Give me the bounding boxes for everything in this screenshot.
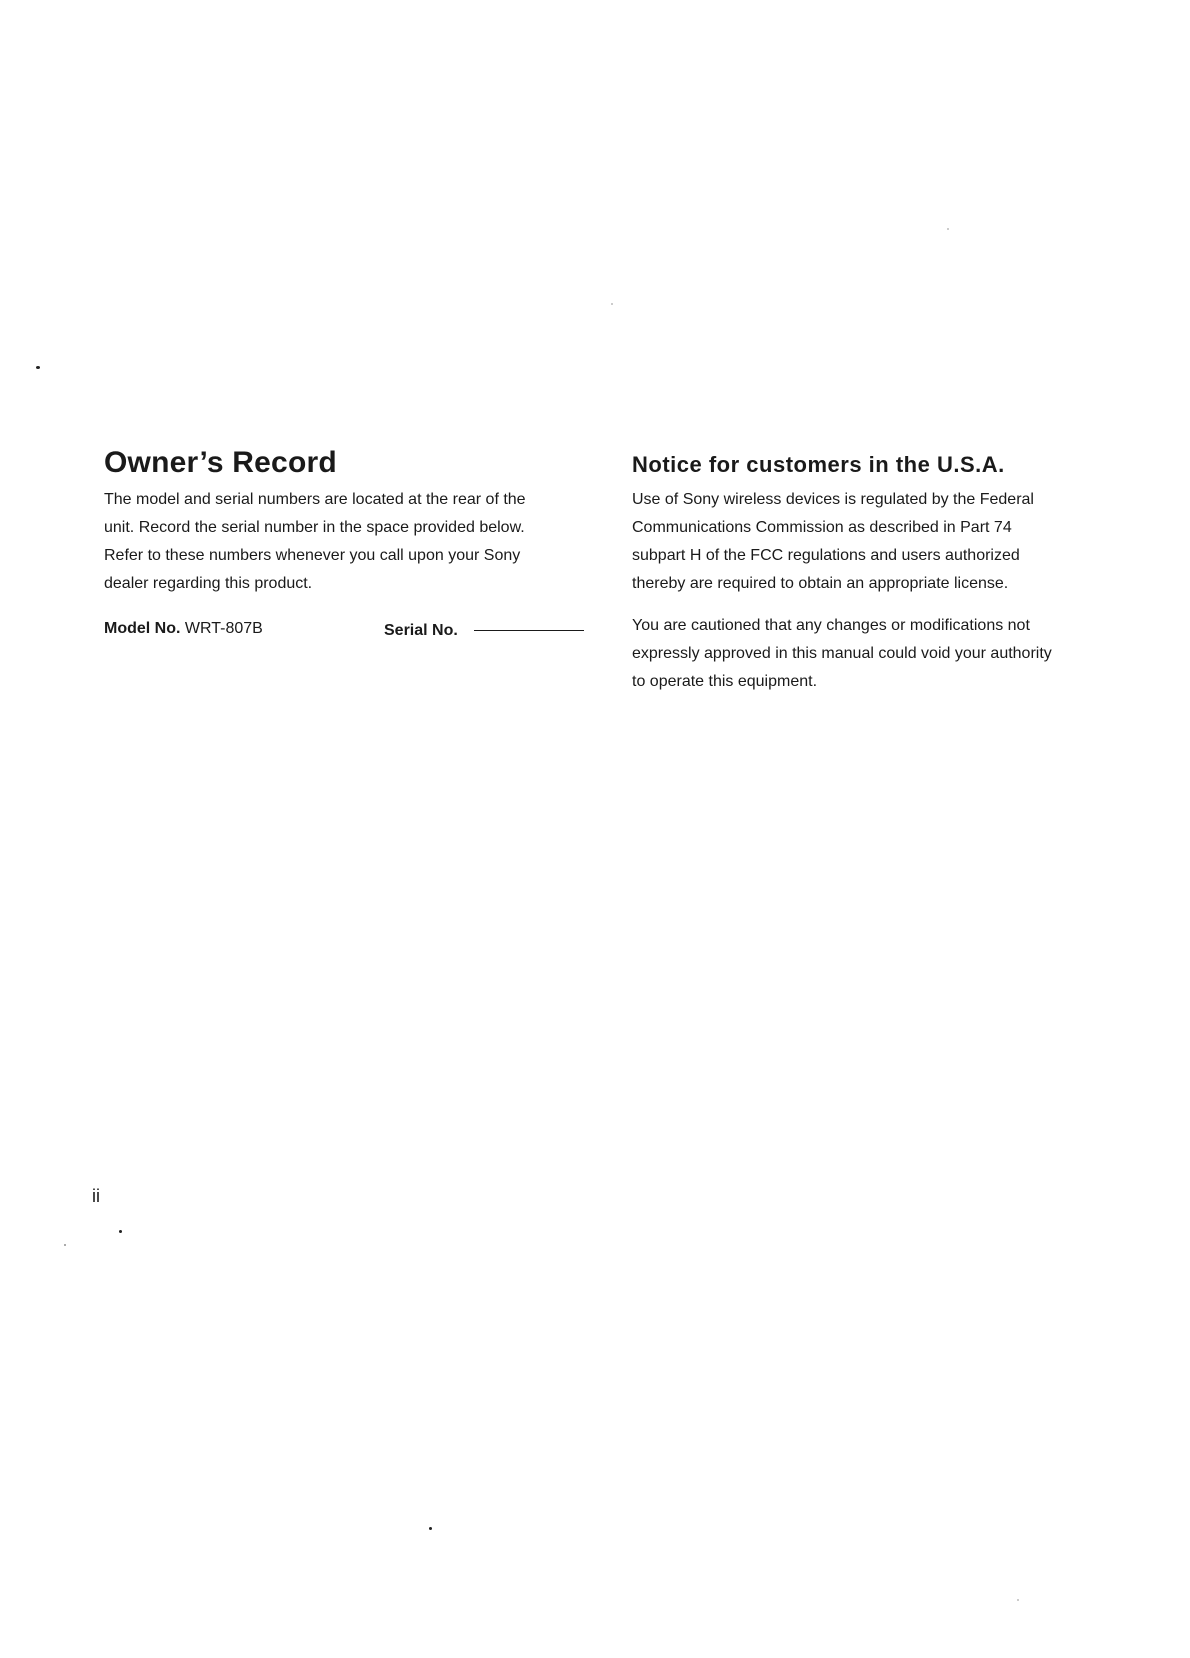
fcc-notice-line: expressly approved in this manual could void your authority bbox=[632, 645, 1052, 662]
serial-number-blank bbox=[474, 630, 584, 631]
serial-number-group bbox=[384, 622, 584, 640]
owners-record-paragraph bbox=[104, 486, 594, 598]
model-number-label: Model No. bbox=[104, 620, 181, 637]
fcc-notice-section bbox=[632, 452, 1112, 696]
scan-speck bbox=[64, 1244, 66, 1246]
page-number: ii bbox=[92, 1186, 100, 1206]
fcc-notice-line: Use of Sony wireless devices is regulated by the Federal bbox=[632, 491, 1034, 508]
model-number-value: WRT-807B bbox=[184, 620, 263, 637]
scan-speck bbox=[1017, 1599, 1019, 1601]
fcc-notice-paragraph-2 bbox=[632, 612, 1112, 696]
fcc-notice-line: You are cautioned that any changes or modifications not bbox=[632, 617, 1030, 634]
owners-record-line: The model and serial numbers are located at the rear of the bbox=[104, 491, 526, 508]
owners-record-line: Refer to these numbers whenever you call upon your Sony bbox=[104, 547, 521, 564]
scan-speck bbox=[429, 1527, 432, 1530]
owners-record-line: dealer regarding this product. bbox=[104, 575, 313, 592]
scan-speck bbox=[947, 228, 949, 230]
fcc-notice-line: to operate this equipment. bbox=[632, 673, 818, 690]
scan-speck bbox=[36, 366, 40, 369]
serial-number-label: Serial No. bbox=[384, 622, 458, 639]
fcc-notice-line: thereby are required to obtain an appropriate license. bbox=[632, 575, 1009, 592]
owners-record-line: unit. Record the serial number in the space provided below. bbox=[104, 519, 525, 536]
scan-speck bbox=[119, 1230, 122, 1233]
model-serial-row bbox=[104, 620, 594, 648]
fcc-notice-line: Communications Commission as described in Part 74 bbox=[632, 519, 1012, 536]
fcc-notice-title: Notice for customers in the U.S.A. bbox=[632, 452, 1005, 477]
owners-record-section bbox=[104, 446, 594, 648]
owners-record-title: Owner’s Record bbox=[104, 446, 337, 479]
fcc-notice-line: subpart H of the FCC regulations and users authorized bbox=[632, 547, 1020, 564]
scan-speck bbox=[611, 303, 613, 305]
fcc-notice-paragraph-1 bbox=[632, 486, 1112, 598]
